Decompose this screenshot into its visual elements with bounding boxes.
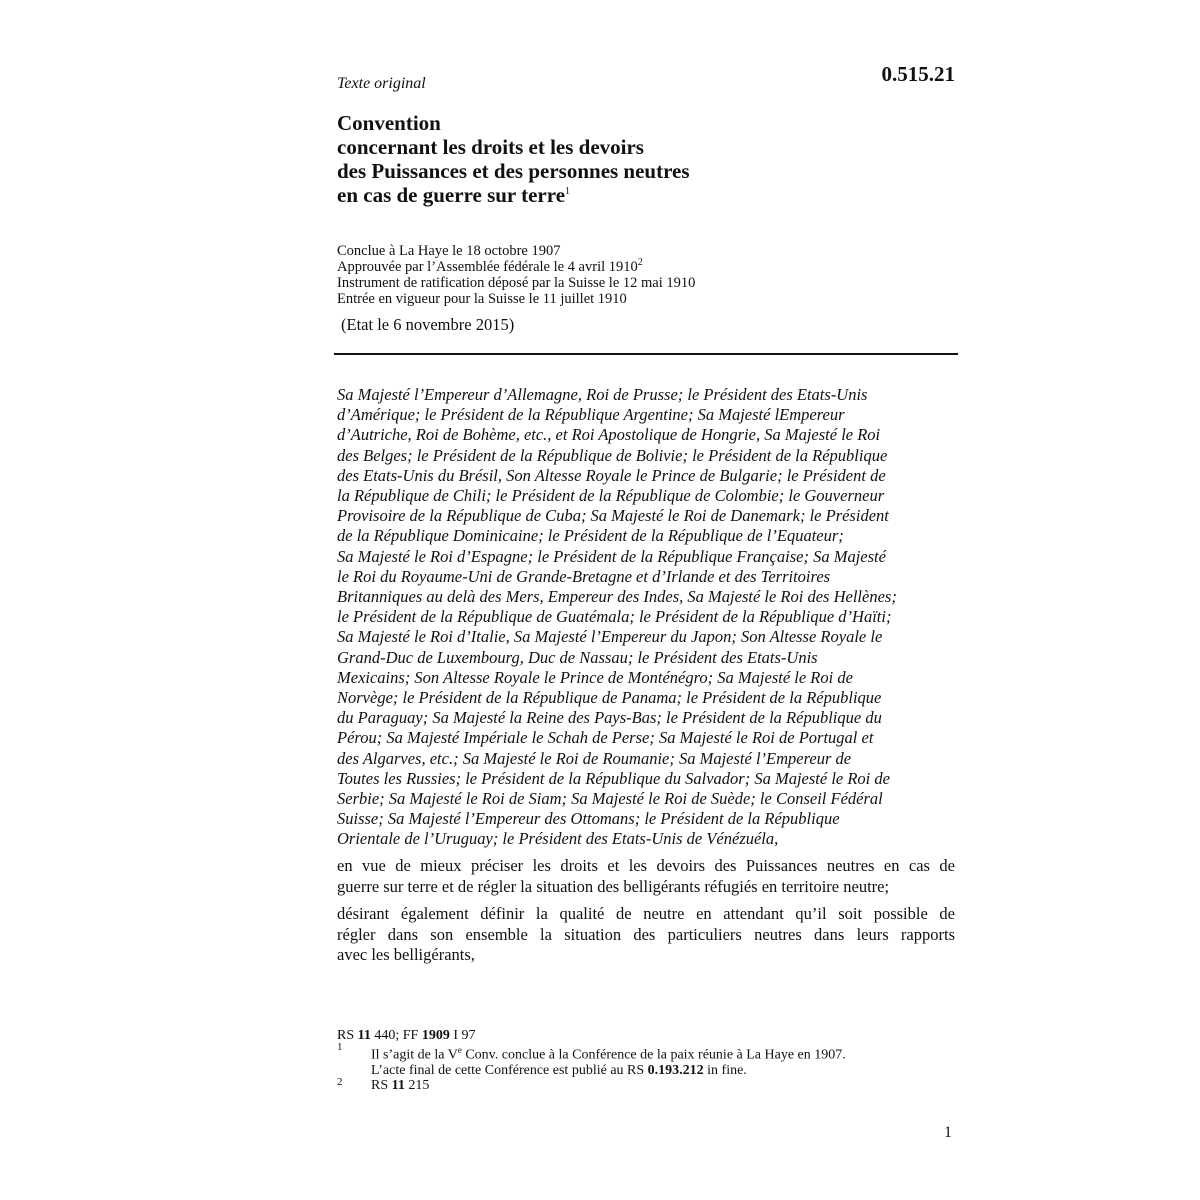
approved-text: Approuvée par l’Assemblée fédérale le 4 avril 1910 (337, 259, 638, 275)
preamble-line: des Belges; le Président de la République de Bolivie; le Président de la République (337, 445, 888, 465)
rs-link[interactable]: 0.193.212 (647, 1062, 704, 1078)
footnote-text: RS (371, 1077, 392, 1093)
preamble-line: d’Autriche, Roi de Bohème, etc., et Roi Apostolique de Hongrie, Sa Majesté le Roi (337, 425, 881, 445)
preamble-line: Sa Majesté l’Empereur d’Allemagne, Roi de Prusse; le Président des Etats-Unis (337, 385, 868, 404)
preamble (337, 385, 957, 850)
approved-footnote-ref[interactable]: 2 (637, 257, 643, 269)
footnotes (337, 1028, 957, 1093)
preamble-line: Norvège; le Président de la République de Panama; le Président de la République (337, 688, 882, 708)
title-line: Convention (337, 111, 441, 135)
ff-year: 1909 (421, 1028, 450, 1043)
concluded-date: Conclue à La Haye le 18 octobre 1907 (337, 243, 561, 259)
sr-number: 0.515.21 (881, 62, 955, 86)
document-metadata (337, 243, 957, 307)
footnote-text: Conv. conclue à la Conférence de la paix réunie à La Haye en 1907. (461, 1047, 846, 1063)
footnote-line (371, 1063, 957, 1078)
preamble-line: Grand-Duc de Luxembourg, Duc de Nassau; le Président des Etats-Unis (337, 647, 818, 667)
rs-page: 440; FF (370, 1028, 422, 1043)
footnote-superscript: e (457, 1045, 462, 1055)
preamble-line: Serbie; Sa Majesté le Roi de Siam; Sa Majesté le Roi de Suède; le Conseil Fédéral (337, 789, 883, 809)
rs-prefix: RS (337, 1028, 358, 1043)
preamble-line: d’Amérique; le Président de la République Argentine; Sa Majesté lEmpereur (337, 405, 845, 425)
status-date: (Etat le 6 novembre 2015) (341, 315, 515, 334)
preamble-line: Orientale de l’Uruguay; le Président des Etats-Unis de Vénézuéla, (337, 829, 779, 849)
preamble-line: Provisoire de la République de Cuba; Sa Majesté le Roi de Danemark; le Président (337, 506, 889, 526)
preamble-line: des Algarves, etc.; Sa Majesté le Roi de Roumanie; Sa Majesté l’Empereur de (337, 748, 852, 768)
footnote-line (371, 1078, 957, 1093)
preamble-line: Sa Majesté le Roi d’Espagne; le Président de la République Française; Sa Majesté (337, 546, 886, 566)
approved-date (337, 259, 957, 275)
preamble-line: du Paraguay; Sa Majesté la Reine des Pays-Bas; le Président de la République du (337, 708, 882, 728)
footnote-text: Il s’agit de la V (371, 1047, 458, 1063)
header-divider (334, 353, 958, 355)
preamble-line: Mexicains; Son Altesse Royale le Prince de Monténégro; Sa Majesté le Roi de (337, 667, 853, 687)
title-footnote-ref[interactable]: 1 (565, 186, 571, 197)
footnote-text: in fine. (703, 1062, 747, 1078)
rs-volume: 11 (391, 1077, 405, 1093)
page-number: 1 (944, 1124, 952, 1141)
paragraph-line: en vue de mieux préciser les droits et les devoirs des Puissances neutres en cas de (337, 856, 955, 875)
paragraph-line: désirant également définir la qualité de neutre en attendant qu’il soit possible de (337, 904, 955, 923)
footnote-text: 215 (404, 1077, 430, 1093)
footnote-text: L’acte final de cette Conférence est publié au RS (371, 1062, 648, 1078)
source-reference (337, 1028, 957, 1043)
in-force-date: Entrée en vigueur pour la Suisse le 11 juillet 1910 (337, 291, 627, 307)
preamble-line: de la République Dominicaine; le Président de la République de l’Equateur; (337, 526, 844, 546)
footnote-2 (337, 1075, 957, 1093)
preamble-line: Toutes les Russies; le Président de la République du Salvador; Sa Majesté le Roi de (337, 768, 890, 788)
footnote-number: 2 (337, 1075, 343, 1088)
footnote-1 (337, 1043, 957, 1078)
preamble-line: la République de Chili; le Président de la République de Colombie; le Gouverneur (337, 486, 885, 506)
paragraph-line: guerre sur terre et de régler la situation des belligérants réfugiés en territoire neutre; (337, 876, 890, 896)
preamble-line: des Etats-Unis du Brésil, Son Altesse Royale le Prince de Bulgarie; le Président de (337, 465, 886, 485)
title-line (337, 183, 937, 207)
preamble-line: Britanniques au delà des Mers, Empereur des Indes, Sa Majesté le Roi des Hellènes; (337, 587, 897, 607)
body-paragraph (337, 904, 955, 966)
title-line: concernant les droits et les devoirs (337, 135, 644, 159)
footnote-line (371, 1043, 957, 1063)
rs-volume: 11 (357, 1028, 371, 1043)
footnote-number: 1 (337, 1041, 343, 1053)
preamble-line: le Président de la République de Guatémala; le Président de la République d’Haïti; (337, 607, 892, 627)
ratification-date: Instrument de ratification déposé par la Suisse le 12 mai 1910 (337, 275, 696, 291)
preamble-line: Suisse; Sa Majesté l’Empereur des Ottomans; le Président de la République (337, 809, 840, 829)
preamble-line: le Roi du Royaume-Uni de Grande-Bretagne et d’Irlande et des Territoires (337, 566, 831, 586)
paragraph-line: avec les belligérants, (337, 945, 475, 964)
title-line-text: en cas de guerre sur terre (337, 183, 566, 207)
title-line: des Puissances et des personnes neutres (337, 159, 690, 183)
body-paragraph (337, 856, 955, 897)
original-text-label: Texte original (337, 75, 426, 92)
preamble-line: Pérou; Sa Majesté Impériale le Schah de Perse; Sa Majesté le Roi de Portugal et (337, 728, 874, 748)
ff-reference: I 97 (449, 1028, 476, 1043)
preamble-line: Sa Majesté le Roi d’Italie, Sa Majesté l’Empereur du Japon; Son Altesse Royale le (337, 627, 883, 647)
document-title (337, 111, 937, 207)
paragraph-line: régler dans son ensemble la situation des particuliers neutres dans leurs rapports (337, 924, 955, 944)
